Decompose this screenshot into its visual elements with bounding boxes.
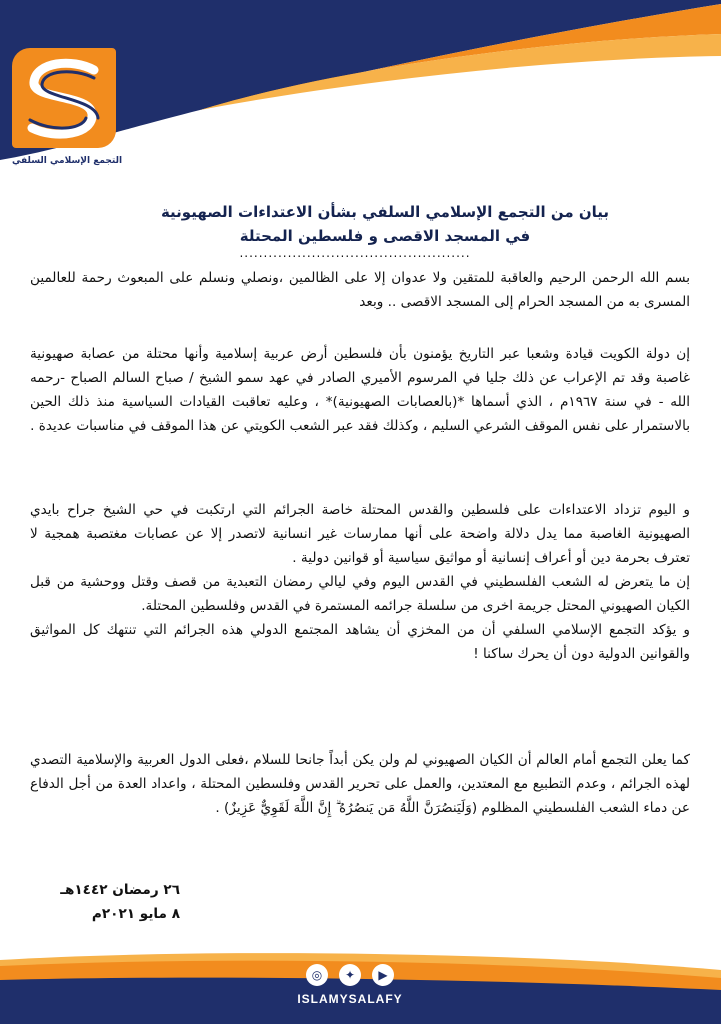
social-handle[interactable]: ISLAMYSALAFY	[297, 992, 403, 1006]
logo-badge	[12, 48, 116, 148]
statement-date	[30, 878, 180, 926]
paragraph-2a: و اليوم تزداد الاعتداءات على فلسطين والقدس المحتلة خاصة الجرائم التي ارتكبت في حي الشيخ جراح بايدي الصهيونية الغاصبة مما يدل دلالة واضحة على أنها ممارسات غير انسانية لاتصدر إلا عن عصابات مغتصبة همجية لا تعترف بحرمة دين أو أعراف إنسانية أو مواثيق سياسية أو قوانين دولية .	[30, 502, 690, 566]
paragraph-1: إن دولة الكويت قيادة وشعبا عبر التاريخ يؤمنون بأن فلسطين أرض عربية إسلامية وأنها محتلة من عصابة صهيونية غاصبة وقد تم الإعراب عن ذلك جليا في المرسوم الأميري الصادر في عهد سمو الشيخ / صباح السالم الصباح -رحمه الله - في سنة ١٩٦٧م ، الذي أسماها *(بالعصابات الصهيونية)* ، وعليه تعاقبت القيادات السياسية منذ ذلك الحين بالاستمرار على نفس الموقف الشرعي السليم ، وكذلك فقد عبر الشعب الكويتي عن هذا الموقف في مناسبات عديدة .	[30, 346, 690, 434]
title-line-1: بيان من التجمع الإسلامي السلفي بشأن الاعتداءات الصهيونية	[160, 203, 610, 221]
paragraph-2c: و يؤكد التجمع الإسلامي السلفي أن من المخزي أن يشاهد المجتمع الدولي هذه الجرائم التي تنتهك كل المواثيق والقوانين الدولية دون أن يحرك ساكنا !	[30, 622, 690, 662]
social-links	[300, 964, 400, 988]
title-divider: ................................................	[239, 246, 471, 260]
logo-text: التجمع الإسلامي السلفي	[11, 156, 123, 166]
youtube-icon[interactable]: ▶	[372, 964, 394, 986]
date-hijri: ٢٦ رمضان ١٤٤٢هـ	[60, 882, 180, 898]
title-line-2: في المسجد الاقصى و فلسطين المحتلة	[239, 227, 531, 245]
paragraph-2b: إن ما يتعرض له الشعب الفلسطيني في القدس اليوم وفي ليالي رمضان التعبدية من قصف وقتل ووحشية من قبل الكيان الصهيوني المحتل جريمة اخرى من سلسلة جرائمه المستمرة في القدس وفلسطين المحتلة.	[30, 574, 690, 614]
intro-paragraph: بسم الله الرحمن الرحيم والعاقبة للمتقين ولا عدوان إلا على الظالمين ،ونصلي ونسلم على المبعوث رحمة للعالمين المسرى به من المسجد الحرام إلى المسجد الاقصى .. وبعد	[30, 270, 690, 310]
twitter-icon[interactable]: ✦	[339, 964, 361, 986]
statement-title	[150, 200, 620, 248]
paragraph-3: كما يعلن التجمع أمام العالم أن الكيان الصهيوني لم ولن يكن أبداً جانحا للسلام ،فعلى الدول العربية والإسلامية التصدي لهذه الجرائم ، وعدم التطبيع مع المعتدين، والعمل على تحرير القدس وفلسطين المحتلة ، واعداد العدة من أجل الدفاع عن دماء الشعب الفلسطيني المظلوم (وَلَيَنصُرَنَّ اللَّهُ مَن يَنصُرُهُ ۗ إِنَّ اللَّهَ لَقَوِيٌّ عَزِيزٌ) .	[30, 752, 690, 816]
date-gregorian: ٨ مايو ٢٠٢١م	[91, 906, 180, 922]
instagram-icon[interactable]: ◎	[306, 964, 328, 986]
paragraph-2	[30, 498, 690, 666]
logo-s-mark	[12, 48, 116, 148]
logo	[8, 40, 126, 180]
